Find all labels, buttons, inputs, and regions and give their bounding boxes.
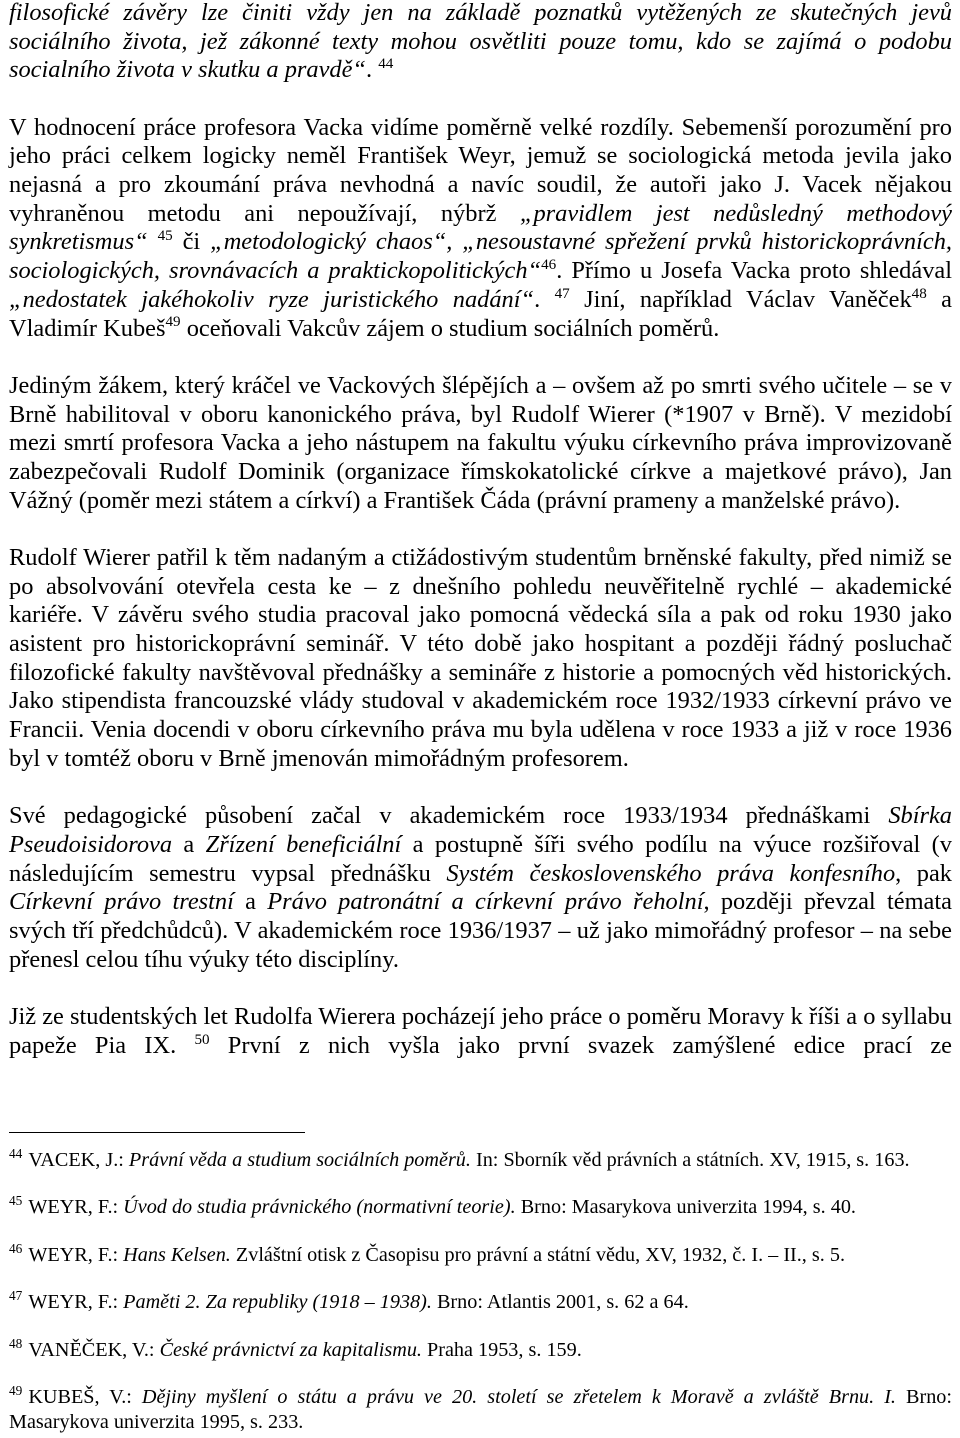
footnote	[9, 1148, 952, 1173]
footnote-reference: 44	[378, 56, 394, 73]
footnote-number: 48	[9, 1335, 23, 1351]
footnote-reference: 48	[911, 285, 927, 302]
footnote-reference: 49	[165, 314, 181, 331]
text: .	[366, 56, 379, 84]
text: a	[233, 888, 268, 916]
body-paragraph	[9, 544, 952, 774]
footnotes	[9, 1148, 952, 1435]
italic-text: České právnictví za kapitalismu.	[159, 1338, 422, 1361]
text: . Přímo u Josefa Vacka proto shledával	[556, 257, 952, 285]
text: Brno: Atlantis 2001, s. 62 a 64.	[431, 1291, 689, 1314]
text: Jiní, například Václav Vaněček	[569, 285, 912, 313]
text: Praha 1953, s. 159.	[421, 1338, 582, 1361]
text: WEYR, F.:	[28, 1243, 124, 1266]
footnote-number: 47	[9, 1288, 23, 1304]
italic-text: „pravidlem jest nedůsledný methodový synkretismus“	[9, 199, 952, 256]
text: WEYR, F.:	[28, 1291, 124, 1314]
text: , později převzal témata svých tří předchůdců). V akademickém roce 1936/1937 – už jako mimořádný profesor – na sebe přenesl celou tíhu výuky této disciplíny.	[9, 888, 952, 973]
italic-text: Zřízení beneficiální	[205, 830, 402, 858]
text: V hodnocení práce profesora Vacka vidíme poměrně velké rozdíly. Sebemenší porozumění pro jeho práci celkem logicky neměl František Weyr, jemuž se sociologická metoda jevila jako nejasná a pro zkoumání práva nevhodná a navíc soudil, že autoři jako J. Vacek nějakou vyhraněnou metodu ani nepoužívají, nýbrž	[9, 113, 952, 227]
body-paragraph	[9, 372, 952, 515]
footnote-number: 45	[9, 1193, 23, 1209]
text: či	[172, 228, 211, 256]
footnote	[9, 1382, 952, 1435]
text: In: Sborník věd právních a státních. XV, 1915, s. 163.	[470, 1149, 910, 1171]
italic-text: Hans Kelsen.	[123, 1243, 231, 1266]
text: , pak	[895, 859, 952, 887]
italic-text: Systém československého práva konfesního	[446, 859, 896, 887]
italic-text: Úvod do studia právnického (normativní teorie).	[123, 1196, 516, 1219]
footnote-number: 46	[9, 1240, 23, 1256]
italic-text: Paměti 2. Za republiky (1918 – 1938).	[123, 1291, 432, 1314]
italic-text: „nedostatek jakéhokoliv ryze juristického nadání“	[9, 285, 535, 313]
footnote	[9, 1240, 952, 1268]
italic-text: „metodologický chaos“, „nesoustavné spřežení prvků historickoprávních, sociologických, srovnávacích a praktickopolitických“	[9, 228, 952, 285]
text: a postupně šíři svého podílu na výuce rozšiřoval (v následujícím semestru vypsal přednášku	[9, 830, 952, 887]
text: Své pedagogické působení začal v akademickém roce 1933/1934 přednáškami	[9, 802, 889, 830]
text: a	[172, 830, 206, 858]
italic-text: Právo patronátní a církevní právo řeholní	[267, 888, 704, 916]
text: Brno: Masarykova univerzita 1994, s. 40.	[515, 1196, 856, 1219]
footnote-separator	[9, 1132, 305, 1133]
text: První z nich vyšla jako první svazek zamýšlené edice prací ze	[209, 1031, 952, 1059]
footnote	[9, 1290, 952, 1315]
body-paragraph	[9, 114, 952, 344]
text: VANĚČEK, V.:	[28, 1338, 160, 1361]
footnote-reference: 47	[554, 285, 570, 302]
text: Rudolf Wierer patřil k těm nadaným a ctižádostivým studentům brněnské fakulty, před nimiž se po absolvování otevřela cesta ke – z dnešního pohledu neuvěřitelně rychlé – akademické kariéře. V závěru svého studia pracoval jako pomocná vědecká síla a pak od roku 1930 jako asistent pro historickoprávní seminář. V této době jako hospitant a později řádný posluchač filozofické fakulty navštěvoval přednášky a semináře z historie a pomocných věd historických. Jako stipendista francouzské vlády studoval v akademickém roce 1932/1933 církevní právo ve Francii. Venia docendi v oboru církevního práva mu byla udělena v roce 1933 a již v roce 1936 byl v tomtéž oboru v Brně jmenován mimořádným profesorem.	[9, 544, 952, 772]
text: VACEK, J.:	[28, 1149, 129, 1171]
body-paragraph	[9, 1003, 952, 1060]
text: WEYR, F.:	[28, 1196, 124, 1219]
italic-text: filosofické závěry lze činiti vždy jen na základě poznatků vytěžených ze skutečných jevů sociálního života, jež zákonné texty mohou osvětliti pouze tomu, kdo se zajímá o podobu socialního života v skutku a pravdě“	[9, 0, 952, 84]
footnote	[9, 1195, 952, 1220]
footnote-reference: 46	[541, 257, 557, 274]
footnote	[9, 1335, 952, 1363]
text: Jediným žákem, který kráčel ve Vackových šlépějích a – ovšem až po smrti svého učitele – se v Brně habilitoval v oboru kanonického práva, byl Rudolf Wierer (*1907 v Brně). V mezidobí mezi smrtí profesora Vacka a jeho nástupem na fakultu výuku církevního práva improvizovaně zabezpečovali Rudolf Dominik (organizace římskokatolické církve a majetkové právo), Jan Vážný (poměr mezi státem a církví) a František Čáda (právní prameny a manželské právo).	[9, 371, 952, 514]
text: .	[534, 285, 555, 313]
footnote-number: 49	[9, 1382, 23, 1398]
text: Zvláštní otisk z Časopisu pro právní a státní vědu, XV, 1932, č. I. – II., s. 5.	[230, 1243, 845, 1266]
text: KUBEŠ, V.:	[28, 1385, 142, 1408]
body-text	[9, 0, 952, 1060]
body-paragraph	[9, 802, 952, 974]
italic-text: Církevní právo trestní	[9, 888, 234, 916]
italic-text: Právní věda a studium sociálních poměrů.	[128, 1149, 471, 1171]
italic-text: Dějiny myšlení o státu a právu ve 20. století se zřetelem k Moravě a zvláště Brnu. I.	[141, 1385, 896, 1408]
footnote-number: 44	[9, 1146, 23, 1162]
text: a Vladimír Kubeš	[9, 285, 952, 342]
footnote-reference: 50	[194, 1031, 210, 1048]
body-paragraph	[9, 0, 952, 85]
text: Brno: Masarykova univerzita 1995, s. 233.	[9, 1385, 952, 1433]
footnote-reference: 45	[157, 228, 173, 245]
text: oceňovali Vakcův zájem o studium sociálních poměrů.	[180, 314, 720, 342]
text: Již ze studentských let Rudolfa Wierera pocházejí jeho práce o poměru Moravy k říši a o syllabu papeže Pia IX.	[9, 1002, 952, 1059]
italic-text: Sbírka Pseudoisidorova	[9, 802, 952, 858]
